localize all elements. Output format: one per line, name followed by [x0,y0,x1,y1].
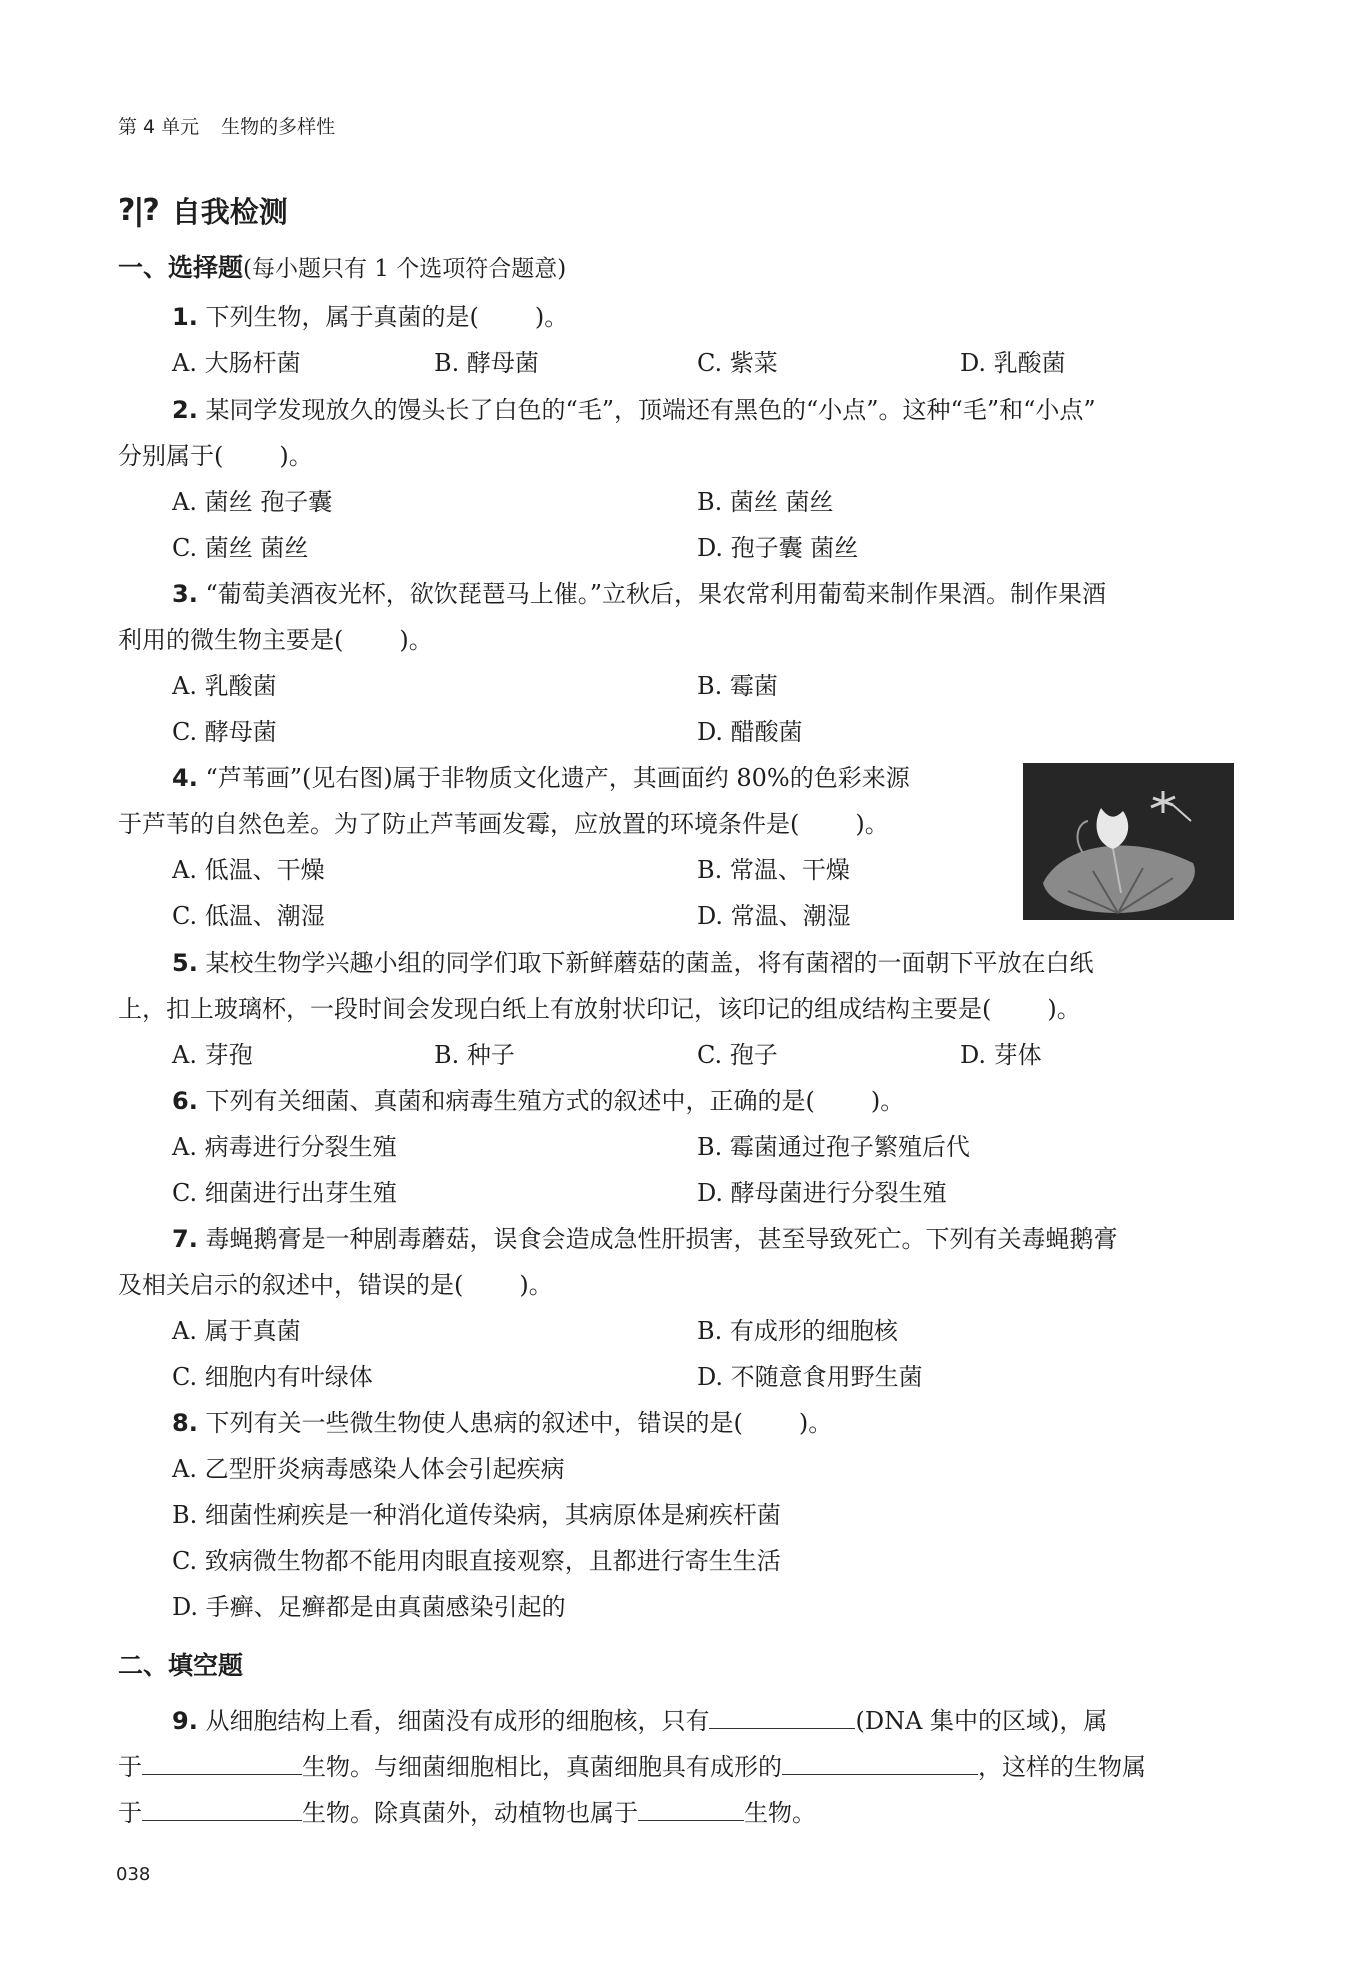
question-number: 8. [172,1409,198,1437]
running-header [118,112,335,139]
unit-label: 第 4 单元 [118,116,200,138]
question-text: 某校生物学兴趣小组的同学们取下新鲜蘑菇的菌盖，将有菌褶的一面朝下平放在白纸 [205,949,1094,977]
fill-blank[interactable] [709,1702,855,1729]
question-2-cont [118,441,313,471]
option-c[interactable]: C. 酵母菌 [172,718,277,746]
part-heading-choice [118,248,566,284]
option-d[interactable]: D. 醋酸菌 [697,718,803,746]
option-d[interactable]: D. 乳酸菌 [960,349,1066,377]
part-note: (每小题只有 1 个选项符合题意) [243,256,567,282]
fill-blank[interactable] [638,1794,744,1821]
question-8 [172,1408,832,1438]
reed-painting-image [1023,763,1234,920]
question-text: 毒蝇鹅膏是一种剧毒蘑菇，误食会造成急性肝损害，甚至导致死亡。下列有关毒蝇鹅膏 [205,1225,1118,1253]
question-text: 分别属于( [118,442,224,470]
option-a[interactable]: A. 大肠杆菌 [172,349,301,377]
question-text: 下列生物，属于真菌的是( [205,303,479,331]
question-6 [172,1086,904,1116]
question-number: 5. [172,949,198,977]
option-a[interactable]: A. 乳酸菌 [172,672,277,700]
option-b[interactable]: B. 霉菌 [697,672,778,700]
part-heading-fill: 二、填空题 [118,1651,244,1680]
option-c[interactable]: C. 细胞内有叶绿体 [172,1363,373,1391]
option-c[interactable]: C. 紫菜 [697,349,778,377]
question-9-line2 [118,1748,1146,1782]
question-icon: ?|? [118,193,158,228]
question-tail: )。 [534,303,569,331]
question-number: 7. [172,1225,198,1253]
question-text: 生物。 [744,1799,816,1827]
option-b[interactable]: B. 种子 [434,1041,515,1069]
option-b[interactable]: B. 常温、干燥 [697,856,850,884]
option-d[interactable]: D. 孢子囊 菌丝 [697,534,859,562]
option-a[interactable]: A. 病毒进行分裂生殖 [172,1133,397,1161]
question-tail: )。 [855,810,889,838]
option-c[interactable]: C. 低温、潮湿 [172,902,325,930]
question-text: 生物。除真菌外，动植物也属于 [302,1799,638,1827]
option-b[interactable]: B. 细菌性痢疾是一种消化道传染病，其病原体是痢疾杆菌 [172,1501,781,1529]
question-number: 2. [172,396,198,424]
option-a[interactable]: A. 低温、干燥 [172,856,325,884]
question-text: 下列有关细菌、真菌和病毒生殖方式的叙述中，正确的是( [205,1087,815,1115]
question-tail: )。 [870,1087,905,1115]
question-text: 从细胞结构上看，细菌没有成形的细胞核，只有 [205,1707,710,1735]
option-d[interactable]: D. 芽体 [960,1041,1042,1069]
question-4 [172,763,910,793]
section-title-text: 自我检测 [171,195,288,229]
fill-blank[interactable] [142,1794,302,1821]
question-number: 1. [172,303,198,331]
section-title [118,190,288,231]
question-tail: )。 [1047,995,1081,1023]
option-b[interactable]: B. 菌丝 菌丝 [697,488,834,516]
option-b[interactable]: B. 酵母菌 [434,349,539,377]
question-text: 于芦苇的自然色差。为了防止芦苇画发霉，应放置的环境条件是( [118,810,800,838]
question-4-cont [118,809,889,839]
reed-painting-illustration [1023,763,1234,920]
option-d[interactable]: D. 手癣、足癣都是由真菌感染引起的 [172,1593,566,1621]
question-tail: )。 [399,626,433,654]
question-text: 及相关启示的叙述中，错误的是( [118,1271,464,1299]
question-number: 9. [172,1707,198,1735]
question-number: 6. [172,1087,198,1115]
fill-blank[interactable] [782,1748,978,1775]
option-c[interactable]: C. 孢子 [697,1041,778,1069]
question-3 [172,579,1106,609]
option-a[interactable]: A. 菌丝 孢子囊 [172,488,333,516]
question-3-cont [118,625,433,655]
option-c[interactable]: C. 致病微生物都不能用肉眼直接观察，且都进行寄生生活 [172,1547,781,1575]
question-number: 4. [172,764,198,792]
question-1 [172,302,568,332]
question-7 [172,1224,1117,1254]
question-text: 某同学发现放久的馒头长了白色的“毛”，顶端还有黑色的“小点”。这种“毛”和“小点” [205,396,1096,424]
question-text: 于 [118,1753,142,1781]
option-b[interactable]: B. 霉菌通过孢子繁殖后代 [697,1133,970,1161]
option-a[interactable]: A. 属于真菌 [172,1317,301,1345]
question-text: (DNA 集中的区域)，属 [855,1707,1108,1735]
question-text: 下列有关一些微生物使人患病的叙述中，错误的是( [205,1409,743,1437]
option-a[interactable]: A. 芽孢 [172,1041,253,1069]
option-d[interactable]: D. 常温、潮湿 [697,902,851,930]
question-text: 利用的微生物主要是( [118,626,344,654]
question-tail: )。 [279,442,313,470]
option-c[interactable]: C. 菌丝 菌丝 [172,534,309,562]
question-tail: )。 [519,1271,553,1299]
question-7-cont [118,1270,553,1300]
question-5 [172,948,1093,978]
question-number: 3. [172,580,198,608]
option-d[interactable]: D. 酵母菌进行分裂生殖 [697,1179,947,1207]
question-text: “葡萄美酒夜光杯，欲饮琵琶马上催。”立秋后，果农常利用葡萄来制作果酒。制作果酒 [205,580,1107,608]
page-number: 038 [116,1864,151,1885]
question-text: ，这样的生物属 [978,1753,1146,1781]
question-2 [172,395,1096,425]
question-9 [172,1702,1107,1736]
option-d[interactable]: D. 不随意食用野生菌 [697,1363,923,1391]
question-text: 生物。与细菌细胞相比，真菌细胞具有成形的 [302,1753,782,1781]
question-text: 于 [118,1799,142,1827]
unit-title: 生物的多样性 [221,116,336,138]
question-text: 上，扣上玻璃杯，一段时间会发现白纸上有放射状印记，该印记的组成结构主要是( [118,995,992,1023]
option-b[interactable]: B. 有成形的细胞核 [697,1317,898,1345]
question-tail: )。 [798,1409,833,1437]
question-5-cont [118,994,1081,1024]
fill-blank[interactable] [142,1748,302,1775]
question-text: “芦苇画”(见右图)属于非物质文化遗产，其画面约 80%的色彩来源 [205,764,910,792]
option-a[interactable]: A. 乙型肝炎病毒感染人体会引起疾病 [172,1455,565,1483]
part-label: 一、选择题 [118,253,244,282]
option-c[interactable]: C. 细菌进行出芽生殖 [172,1179,397,1207]
question-9-line3 [118,1794,816,1828]
